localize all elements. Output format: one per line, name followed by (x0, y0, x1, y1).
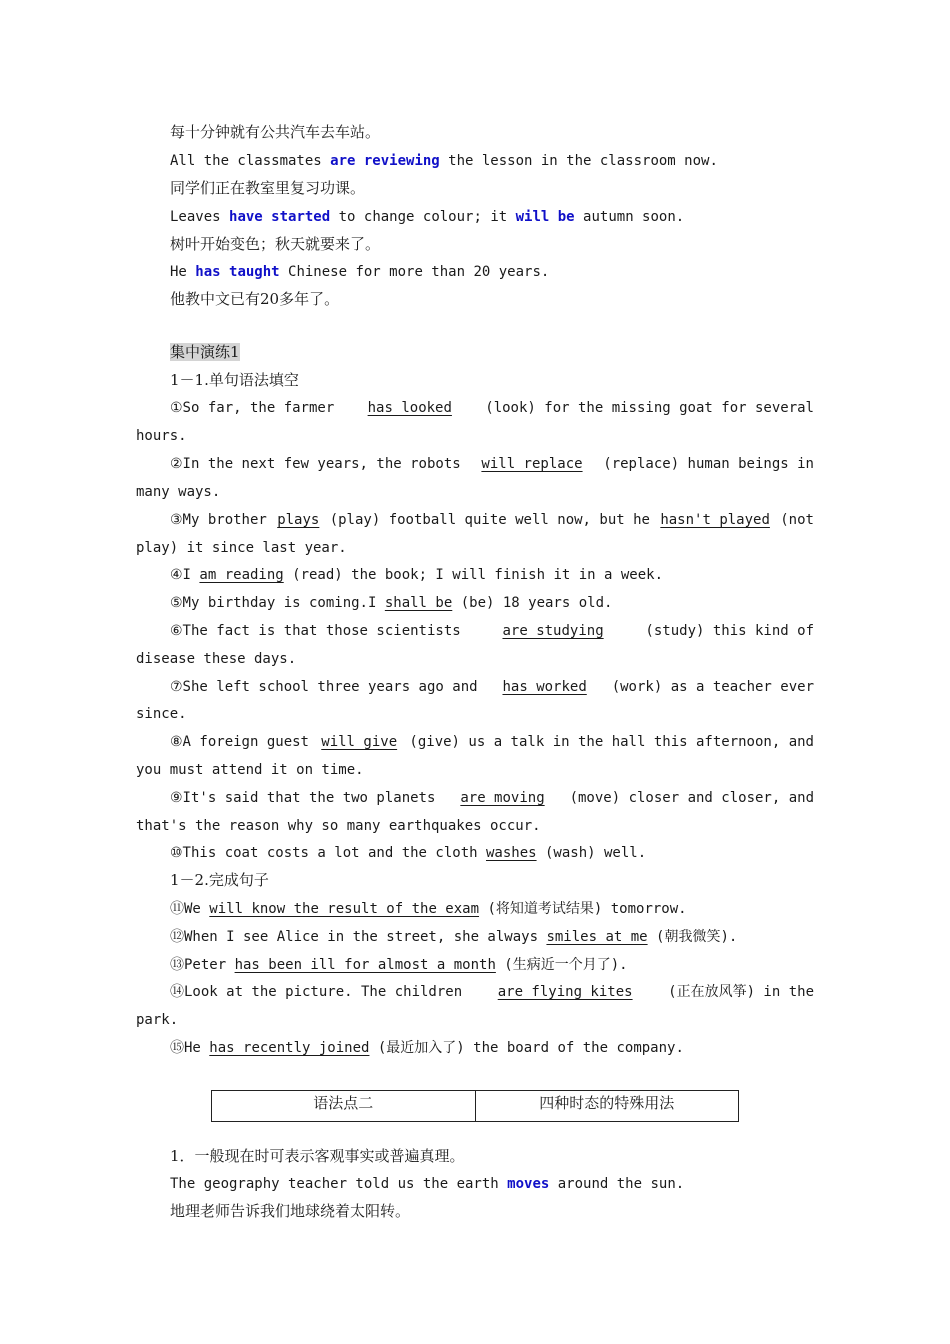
text: ④I (170, 567, 200, 583)
keyword: are reviewing (330, 153, 440, 169)
chinese-translation: 同学们正在教室里复习功课。 (170, 179, 366, 197)
text: (最近加入了) the board of the company. (369, 1040, 684, 1056)
text: ⑥The fact is that those scientists (170, 623, 461, 639)
text: ⑮He (170, 1040, 210, 1056)
text: to change colour; it (330, 209, 516, 225)
exercise-item (170, 593, 612, 613)
text: around the sun. (549, 1176, 685, 1192)
answer: will give (321, 734, 398, 750)
exercise-continuation: park. (136, 1012, 179, 1028)
answer: will know the result of the exam (209, 901, 480, 917)
grammar-point-label: 语法点二 (212, 1091, 476, 1122)
answer: are moving (460, 790, 545, 806)
exercise-item (170, 1038, 684, 1058)
text: autumn soon. (574, 209, 685, 225)
text: (朝我微笑). (647, 929, 738, 945)
answer: washes (485, 845, 537, 861)
text: ⑩This coat costs a lot and the cloth (170, 845, 486, 861)
subsection-heading: 1－1.单句语法填空 (170, 371, 299, 389)
text: ⑭Look at the picture. The children (170, 984, 463, 1000)
text: All the classmates (170, 153, 331, 169)
exercise-item (170, 927, 737, 947)
grammar-point-table (211, 1090, 739, 1122)
text: ③My brother (170, 512, 267, 528)
text: (正在放风筝) in the (668, 984, 814, 1000)
exercise-continuation: hours. (136, 428, 187, 444)
answer: has looked (367, 400, 452, 416)
exercise-item (170, 454, 814, 474)
keyword: has taught (195, 264, 280, 280)
text: (将知道考试结果) tomorrow. (479, 901, 687, 917)
answer: has recently joined (209, 1040, 370, 1056)
text: the lesson in the classroom now. (439, 153, 718, 169)
exercise-item (170, 732, 814, 752)
answer: has worked (502, 679, 587, 695)
answer: hasn't played (660, 512, 770, 528)
chinese-sentence: 每十分钟就有公共汽车去车站。 (170, 123, 381, 141)
text: (replace) human beings in (603, 456, 814, 472)
answer: smiles at me (546, 929, 648, 945)
exercise-item (170, 955, 628, 975)
text: (give) us a talk in the hall this afternoon, and (409, 734, 814, 750)
exercise-item (170, 843, 646, 863)
text: He (170, 264, 196, 280)
chinese-translation: 地理老师告诉我们地球绕着太阳转。 (170, 1202, 411, 1220)
text: (生病近一个月了). (495, 957, 628, 973)
text: Chinese for more than 20 years. (279, 264, 550, 280)
text: ⑦She left school three years ago and (170, 679, 478, 695)
answer: plays (277, 512, 320, 528)
text: (work) as a teacher ever (611, 679, 814, 695)
text: (study) this kind of (645, 623, 814, 639)
exercise-item (170, 398, 814, 418)
text: ⑪We (170, 901, 210, 917)
text: ⑨It's said that the two planets (170, 790, 436, 806)
grammar-point-title: 四种时态的特殊用法 (475, 1091, 739, 1122)
exercise-continuation: many ways. (136, 484, 221, 500)
keyword: have started (229, 209, 331, 225)
answer: are studying (502, 623, 604, 639)
rule-statement: 1．一般现在时可表示客观事实或普遍真理。 (170, 1147, 465, 1165)
answer: are flying kites (497, 984, 633, 1000)
exercise-item (170, 677, 814, 697)
example-sentence (170, 151, 718, 171)
example-sentence (170, 262, 549, 282)
text: (read) the book; I will finish it in a week. (283, 567, 664, 583)
example-sentence (170, 207, 684, 227)
text: ⑫When I see Alice in the street, she always (170, 929, 547, 945)
exercise-continuation: since. (136, 706, 187, 722)
exercise-item (170, 510, 814, 530)
answer: shall be (384, 595, 453, 611)
text: ②In the next few years, the robots (170, 456, 461, 472)
exercise-item (170, 788, 814, 808)
text: The geography teacher told us the earth (170, 1176, 508, 1192)
section-heading (170, 342, 240, 362)
exercise-continuation: play) it since last year. (136, 540, 347, 556)
exercise-continuation: disease these days. (136, 651, 297, 667)
answer: has been ill for almost a month (234, 957, 496, 973)
text: (wash) well. (536, 845, 647, 861)
exercise-item (170, 621, 814, 641)
chinese-translation: 他教中文已有20多年了。 (170, 290, 340, 308)
text: ①So far, the farmer (170, 400, 335, 416)
exercise-item (170, 899, 687, 919)
text: ⑧A foreign guest (170, 734, 309, 750)
text: (look) for the missing goat for several (485, 400, 814, 416)
text: (be) 18 years old. (452, 595, 613, 611)
text: (move) closer and closer, and (569, 790, 814, 806)
example-sentence (170, 1174, 684, 1194)
exercise-item (170, 982, 814, 1002)
exercise-item (170, 565, 663, 585)
text: ⑬Peter (170, 957, 235, 973)
keyword: moves (507, 1176, 550, 1192)
text: ⑤My birthday is coming.I (170, 595, 385, 611)
exercise-continuation: you must attend it on time. (136, 762, 364, 778)
keyword: will be (515, 209, 575, 225)
text: (play) football quite well now, but he (329, 512, 650, 528)
answer: am reading (199, 567, 284, 583)
section-title: 集中演练1 (170, 343, 240, 361)
subsection-heading: 1－2.完成句子 (170, 871, 269, 889)
exercise-continuation: that's the reason why so many earthquakes occur. (136, 818, 541, 834)
text: Leaves (170, 209, 230, 225)
answer: will replace (481, 456, 583, 472)
text: (not (780, 512, 814, 528)
chinese-translation: 树叶开始变色；秋天就要来了。 (170, 235, 381, 253)
